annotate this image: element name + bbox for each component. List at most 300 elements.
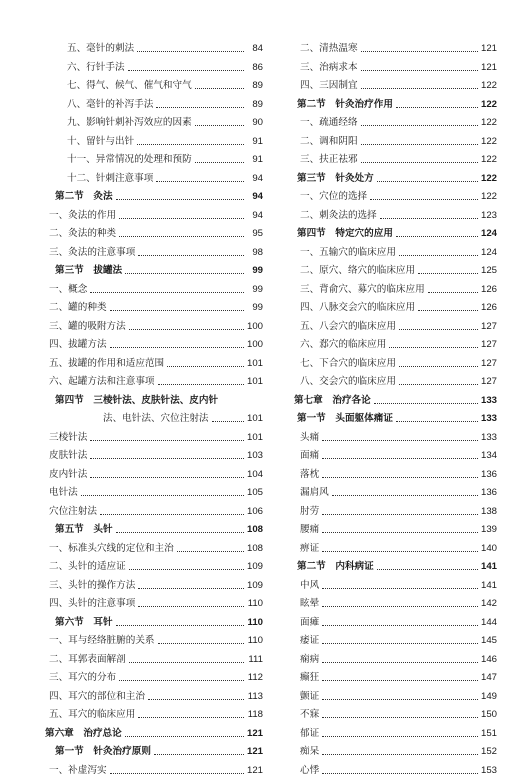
toc-entry-page: 101 (247, 433, 263, 443)
dot-leader (128, 69, 244, 71)
dot-leader (396, 235, 478, 237)
dot-leader (116, 198, 244, 200)
toc-entry-page: 150 (481, 710, 497, 720)
toc-entry-title: 七、得气、候气、催气和守气 (67, 81, 192, 91)
toc-entry-title: 第四节 三棱针法、皮肤针法、皮内针 (55, 396, 218, 406)
toc-entry[interactable] (45, 299, 263, 318)
toc-entry[interactable] (294, 151, 497, 170)
toc-entry-page: 91 (247, 155, 263, 165)
toc-entry-page: 91 (247, 137, 263, 147)
dot-leader (156, 180, 244, 182)
dot-leader (129, 568, 244, 570)
toc-entry-title: 二、头针的适应证 (49, 562, 126, 572)
toc-entry-page: 133 (481, 396, 497, 406)
toc-entry-page: 94 (247, 174, 263, 184)
dot-leader (322, 457, 478, 459)
dot-leader (195, 161, 244, 163)
toc-right-column (294, 40, 497, 780)
toc-entry-title: 一、疏通经络 (300, 118, 358, 128)
toc-entry[interactable] (294, 688, 497, 707)
dot-leader (361, 124, 478, 126)
toc-entry-page: 122 (481, 155, 497, 165)
toc-entry-title: 五、八会穴的临床应用 (300, 322, 396, 332)
toc-entry[interactable] (294, 743, 497, 762)
toc-entry[interactable] (45, 540, 263, 559)
dot-leader (129, 661, 244, 663)
toc-entry-title: 三、背俞穴、募穴的临床应用 (300, 285, 425, 295)
toc-entry-title: 痫病 (300, 655, 319, 665)
toc-entry-page: 112 (247, 673, 263, 683)
toc-entry-page: 89 (247, 81, 263, 91)
dot-leader (322, 772, 478, 774)
dot-leader (322, 753, 478, 755)
toc-entry-title: 四、拔罐方法 (49, 340, 107, 350)
toc-entry-page: 99 (247, 266, 263, 276)
dot-leader (125, 735, 244, 737)
toc-entry-page: 127 (481, 340, 497, 350)
toc-entry-page: 144 (481, 618, 497, 628)
toc-entry[interactable] (45, 281, 263, 300)
dot-leader (167, 365, 244, 367)
toc-entry-title: 四、八脉交会穴的临床应用 (300, 303, 415, 313)
toc-entry-title: 中风 (300, 581, 319, 591)
toc-entry-title: 痹证 (300, 544, 319, 554)
toc-entry[interactable] (45, 595, 263, 614)
dot-leader (322, 550, 478, 552)
toc-entry-title: 癫狂 (300, 673, 319, 683)
toc-entry[interactable] (45, 59, 263, 78)
toc-entry[interactable] (45, 207, 263, 226)
dot-leader (399, 383, 478, 385)
toc-entry-title: 一、标准头穴线的定位和主治 (49, 544, 174, 554)
toc-entry-title: 眩晕 (300, 599, 319, 609)
dot-leader (361, 69, 478, 71)
toc-entry-page: 118 (247, 710, 263, 720)
toc-entry[interactable] (294, 725, 497, 744)
toc-entry-title: 三、耳穴的分布 (49, 673, 116, 683)
toc-entry-title: 八、毫针的补泻手法 (67, 100, 153, 110)
dot-leader (332, 494, 478, 496)
toc-entry-page: 98 (247, 248, 263, 258)
toc-entry-title: 三、治病求本 (300, 63, 358, 73)
toc-entry-page: 127 (481, 359, 497, 369)
toc-entry[interactable] (45, 503, 263, 522)
toc-entry-title: 四、三因制宜 (300, 81, 358, 91)
toc-entry-title: 不寐 (300, 710, 319, 720)
dot-leader (322, 531, 478, 533)
dot-leader (396, 106, 478, 108)
toc-entry-page: 126 (481, 285, 497, 295)
toc-entry[interactable] (294, 299, 497, 318)
toc-entry[interactable] (294, 410, 497, 429)
toc-entry-page: 122 (481, 137, 497, 147)
toc-entry[interactable] (294, 466, 497, 485)
toc-entry[interactable] (45, 262, 263, 281)
toc-entry-page: 109 (247, 562, 263, 572)
toc-entry[interactable] (294, 595, 497, 614)
dot-leader (137, 50, 244, 52)
toc-entry[interactable] (45, 558, 263, 577)
dot-leader (377, 180, 478, 182)
toc-entry-title: 皮肤针法 (49, 451, 87, 461)
toc-entry-title: 十、留针与出针 (67, 137, 134, 147)
dot-leader (212, 420, 244, 422)
toc-entry-title: 一、五输穴的临床应用 (300, 248, 396, 258)
toc-entry[interactable] (294, 632, 497, 651)
dot-leader (361, 50, 478, 52)
toc-entry-page: 122 (481, 192, 497, 202)
toc-entry-page: 100 (247, 340, 263, 350)
toc-entry[interactable] (294, 521, 497, 540)
toc-entry-page: 122 (481, 118, 497, 128)
toc-entry-title: 皮内针法 (49, 470, 87, 480)
toc-entry-title: 第七章 治疗各论 (294, 396, 371, 406)
dot-leader (399, 254, 478, 256)
toc-entry[interactable] (45, 614, 263, 633)
toc-entry-page: 101 (247, 414, 263, 424)
toc-entry-page: 127 (481, 377, 497, 387)
dot-leader (322, 605, 478, 607)
toc-entry[interactable] (45, 355, 263, 374)
toc-entry-page: 110 (247, 636, 263, 646)
toc-entry-page: 147 (481, 673, 497, 683)
toc-entry[interactable] (45, 651, 263, 670)
dot-leader (177, 550, 244, 552)
toc-entry-title: 三、扶正祛邪 (300, 155, 358, 165)
toc-entry-page: 121 (247, 729, 263, 739)
toc-entry[interactable] (294, 447, 497, 466)
toc-left-column (45, 40, 263, 780)
dot-leader (90, 476, 244, 478)
dot-leader (396, 420, 478, 422)
toc-entry[interactable] (294, 225, 497, 244)
toc-entry-page: 94 (247, 192, 263, 202)
toc-entry[interactable] (45, 743, 263, 762)
toc-entry[interactable] (45, 466, 263, 485)
toc-entry[interactable] (294, 318, 497, 337)
toc-entry[interactable] (294, 262, 497, 281)
toc-entry[interactable] (45, 762, 263, 780)
dot-leader (322, 439, 478, 441)
toc-entry-page: 141 (481, 581, 497, 591)
toc-entry[interactable] (45, 484, 263, 503)
toc-entry[interactable] (294, 59, 497, 78)
toc-entry[interactable] (294, 706, 497, 725)
toc-entry[interactable] (294, 188, 497, 207)
toc-entry[interactable] (45, 577, 263, 596)
toc-entry-page: 84 (247, 44, 263, 54)
toc-entry-title: 三、头针的操作方法 (49, 581, 135, 591)
toc-entry-title: 第三节 针灸处方 (297, 174, 374, 184)
toc-entry-page: 101 (247, 377, 263, 387)
dot-leader (116, 531, 244, 533)
toc-entry-page: 90 (247, 118, 263, 128)
toc-entry-title: 郁证 (300, 729, 319, 739)
toc-entry-title: 一、灸法的作用 (49, 211, 116, 221)
toc-entry[interactable] (45, 170, 263, 189)
toc-entry[interactable] (294, 651, 497, 670)
toc-entry-title: 第一节 针灸治疗原则 (55, 747, 151, 757)
dot-leader (361, 143, 478, 145)
toc-entry-page: 127 (481, 322, 497, 332)
toc-entry-title: 十二、针刺注意事项 (67, 174, 153, 184)
toc-entry[interactable] (294, 373, 497, 392)
dot-leader (195, 87, 244, 89)
toc-entry-title: 三棱针法 (49, 433, 87, 443)
toc-entry-title: 第一节 头面躯体痛证 (297, 414, 393, 424)
toc-entry-title: 八、交会穴的临床应用 (300, 377, 396, 387)
dot-leader (116, 624, 244, 626)
dot-leader (389, 346, 478, 348)
dot-leader (322, 587, 478, 589)
toc-entry-title: 六、行针手法 (67, 63, 125, 73)
toc-entry-title: 痿证 (300, 636, 319, 646)
dot-leader (361, 87, 478, 89)
toc-entry[interactable] (294, 762, 497, 780)
toc-entry-title: 二、原穴、络穴的临床应用 (300, 266, 415, 276)
toc-entry-page: 89 (247, 100, 263, 110)
toc-entry[interactable] (294, 336, 497, 355)
toc-entry-page: 109 (247, 581, 263, 591)
toc-entry[interactable] (294, 96, 497, 115)
toc-entry-page: 141 (481, 562, 497, 572)
dot-leader (156, 106, 244, 108)
toc-entry-page: 99 (247, 303, 263, 313)
toc-entry[interactable] (45, 77, 263, 96)
toc-entry[interactable] (45, 225, 263, 244)
toc-entry-title: 面瘫 (300, 618, 319, 628)
toc-entry[interactable] (45, 410, 263, 429)
toc-entry[interactable] (294, 207, 497, 226)
dot-leader (81, 494, 244, 496)
toc-entry[interactable] (294, 40, 497, 59)
toc-entry-page: 142 (481, 599, 497, 609)
dot-leader (90, 439, 244, 441)
toc-entry[interactable] (45, 318, 263, 337)
dot-leader (138, 587, 244, 589)
dot-leader (380, 217, 478, 219)
toc-entry-title: 四、耳穴的部位和主治 (49, 692, 145, 702)
toc-entry-page: 133 (481, 414, 497, 424)
dot-leader (322, 476, 478, 478)
toc-entry-page: 122 (481, 81, 497, 91)
toc-entry[interactable] (294, 558, 497, 577)
toc-entry-title: 十一、异常情况的处理和预防 (67, 155, 192, 165)
toc-entry-page: 104 (247, 470, 263, 480)
toc-entry[interactable] (294, 503, 497, 522)
toc-entry-page: 138 (481, 507, 497, 517)
toc-entry[interactable] (45, 151, 263, 170)
toc-entry-page: 123 (481, 211, 497, 221)
toc-entry-title: 七、下合穴的临床应用 (300, 359, 396, 369)
toc-entry-title: 肘劳 (300, 507, 319, 517)
dot-leader (322, 624, 478, 626)
toc-entry-title: 穴位注射法 (49, 507, 97, 517)
toc-entry-page: 121 (247, 766, 263, 776)
toc-entry[interactable] (294, 392, 497, 411)
toc-entry-title: 二、灸法的种类 (49, 229, 116, 239)
toc-entry[interactable] (45, 429, 263, 448)
toc-entry[interactable] (45, 669, 263, 688)
toc-entry-title: 腰痛 (300, 525, 319, 535)
dot-leader (110, 309, 244, 311)
toc-entry[interactable] (45, 114, 263, 133)
toc-entry[interactable] (294, 355, 497, 374)
toc-entry[interactable] (294, 577, 497, 596)
dot-leader (322, 698, 478, 700)
toc-entry-title: 五、拔罐的作用和适应范围 (49, 359, 164, 369)
toc-entry[interactable] (294, 244, 497, 263)
dot-leader (418, 272, 478, 274)
dot-leader (138, 254, 244, 256)
toc-entry-page: 110 (247, 599, 263, 609)
toc-entry-page: 86 (247, 63, 263, 73)
dot-leader (322, 513, 478, 515)
toc-entry[interactable] (294, 429, 497, 448)
dot-leader (361, 161, 478, 163)
toc-entry[interactable] (45, 96, 263, 115)
toc-entry-page: 106 (247, 507, 263, 517)
toc-entry-title: 三、灸法的注意事项 (49, 248, 135, 258)
toc-entry-title: 面痛 (300, 451, 319, 461)
toc-entry[interactable] (45, 40, 263, 59)
toc-entry-page: 146 (481, 655, 497, 665)
toc-entry-title: 颤证 (300, 692, 319, 702)
dot-leader (195, 124, 244, 126)
toc-entry[interactable] (45, 725, 263, 744)
toc-entry-title: 九、影响针刺补泻效应的因素 (67, 118, 192, 128)
dot-leader (158, 642, 244, 644)
toc-entry[interactable] (294, 281, 497, 300)
toc-entry-title: 一、补虚泻实 (49, 766, 107, 776)
toc-entry-page: 136 (481, 470, 497, 480)
dot-leader (110, 772, 244, 774)
toc-entry[interactable] (45, 373, 263, 392)
dot-leader (322, 661, 478, 663)
toc-entry-title: 第五节 头针 (55, 525, 113, 535)
toc-entry-title: 二、罐的种类 (49, 303, 107, 313)
toc-entry-title: 痴呆 (300, 747, 319, 757)
toc-entry[interactable] (294, 77, 497, 96)
dot-leader (90, 291, 244, 293)
toc-entry-title: 第二节 灸法 (55, 192, 113, 202)
toc-entry-title: 第四节 特定穴的应用 (297, 229, 393, 239)
toc-entry[interactable] (45, 188, 263, 207)
toc-entry-page: 122 (481, 100, 497, 110)
toc-entry-page: 121 (481, 44, 497, 54)
toc-entry[interactable] (45, 706, 263, 725)
toc-entry-title: 头痛 (300, 433, 319, 443)
toc-entry-page: 124 (481, 248, 497, 258)
toc-entry[interactable] (45, 521, 263, 540)
toc-entry-title: 第三节 拔罐法 (55, 266, 122, 276)
toc-entry-page: 108 (247, 525, 263, 535)
toc-entry[interactable] (294, 133, 497, 152)
toc-entry-title: 四、头针的注意事项 (49, 599, 135, 609)
dot-leader (322, 642, 478, 644)
toc-entry-page: 111 (247, 655, 263, 665)
toc-entry-title: 二、清热温寒 (300, 44, 358, 54)
dot-leader (138, 716, 244, 718)
toc-entry-title: 第六节 耳针 (55, 618, 113, 628)
dot-leader (322, 735, 478, 737)
toc-entry-page: 110 (247, 618, 263, 628)
dot-leader (428, 291, 478, 293)
toc-entry[interactable] (294, 669, 497, 688)
toc-entry-page: 113 (247, 692, 263, 702)
dot-leader (119, 679, 244, 681)
toc-entry-page: 122 (481, 174, 497, 184)
toc-entry-title: 法、电针法、穴位注射法 (103, 414, 209, 424)
toc-entry-title: 第六章 治疗总论 (45, 729, 122, 739)
dot-leader (137, 143, 244, 145)
toc-entry-page: 125 (481, 266, 497, 276)
toc-entry-page: 153 (481, 766, 497, 776)
toc-entry-title: 三、罐的吸附方法 (49, 322, 126, 332)
dot-leader (399, 328, 478, 330)
toc-entry[interactable] (45, 133, 263, 152)
toc-entry-page: 126 (481, 303, 497, 313)
dot-leader (148, 698, 244, 700)
toc-entry-title: 二、耳郭表面解剖 (49, 655, 126, 665)
dot-leader (154, 753, 244, 755)
toc-entry-page: 145 (481, 636, 497, 646)
toc-entry[interactable] (45, 392, 263, 411)
toc-entry-title: 落枕 (300, 470, 319, 480)
toc-entry[interactable] (45, 336, 263, 355)
toc-entry-title: 第二节 针灸治疗作用 (297, 100, 393, 110)
toc-entry-page: 99 (247, 285, 263, 295)
dot-leader (119, 217, 244, 219)
toc-entry-page: 94 (247, 211, 263, 221)
toc-entry-title: 电针法 (49, 488, 78, 498)
dot-leader (322, 679, 478, 681)
toc-entry-page: 139 (481, 525, 497, 535)
toc-entry-page: 95 (247, 229, 263, 239)
toc-entry[interactable] (294, 170, 497, 189)
dot-leader (322, 716, 478, 718)
toc-entry[interactable] (294, 484, 497, 503)
toc-entry-page: 124 (481, 229, 497, 239)
toc-entry-title: 二、调和阴阳 (300, 137, 358, 147)
toc-entry-page: 134 (481, 451, 497, 461)
dot-leader (374, 402, 478, 404)
dot-leader (370, 198, 478, 200)
toc-entry[interactable] (45, 632, 263, 651)
toc-entry[interactable] (294, 114, 497, 133)
toc-entry-page: 100 (247, 322, 263, 332)
toc-entry-page: 133 (481, 433, 497, 443)
dot-leader (138, 605, 244, 607)
toc-entry[interactable] (294, 614, 497, 633)
toc-entry-page: 105 (247, 488, 263, 498)
toc-entry[interactable] (45, 688, 263, 707)
toc-entry[interactable] (45, 244, 263, 263)
toc-entry-title: 一、耳与经络脏腑的关系 (49, 636, 155, 646)
dot-leader (119, 235, 244, 237)
toc-entry-title: 六、起罐方法和注意事项 (49, 377, 155, 387)
toc-entry-page: 152 (481, 747, 497, 757)
toc-entry[interactable] (45, 447, 263, 466)
toc-entry-page: 103 (247, 451, 263, 461)
dot-leader (90, 457, 244, 459)
toc-entry-page: 151 (481, 729, 497, 739)
dot-leader (377, 568, 478, 570)
toc-entry-title: 五、耳穴的临床应用 (49, 710, 135, 720)
toc-entry-title: 漏肩风 (300, 488, 329, 498)
dot-leader (418, 309, 478, 311)
toc-entry[interactable] (294, 540, 497, 559)
